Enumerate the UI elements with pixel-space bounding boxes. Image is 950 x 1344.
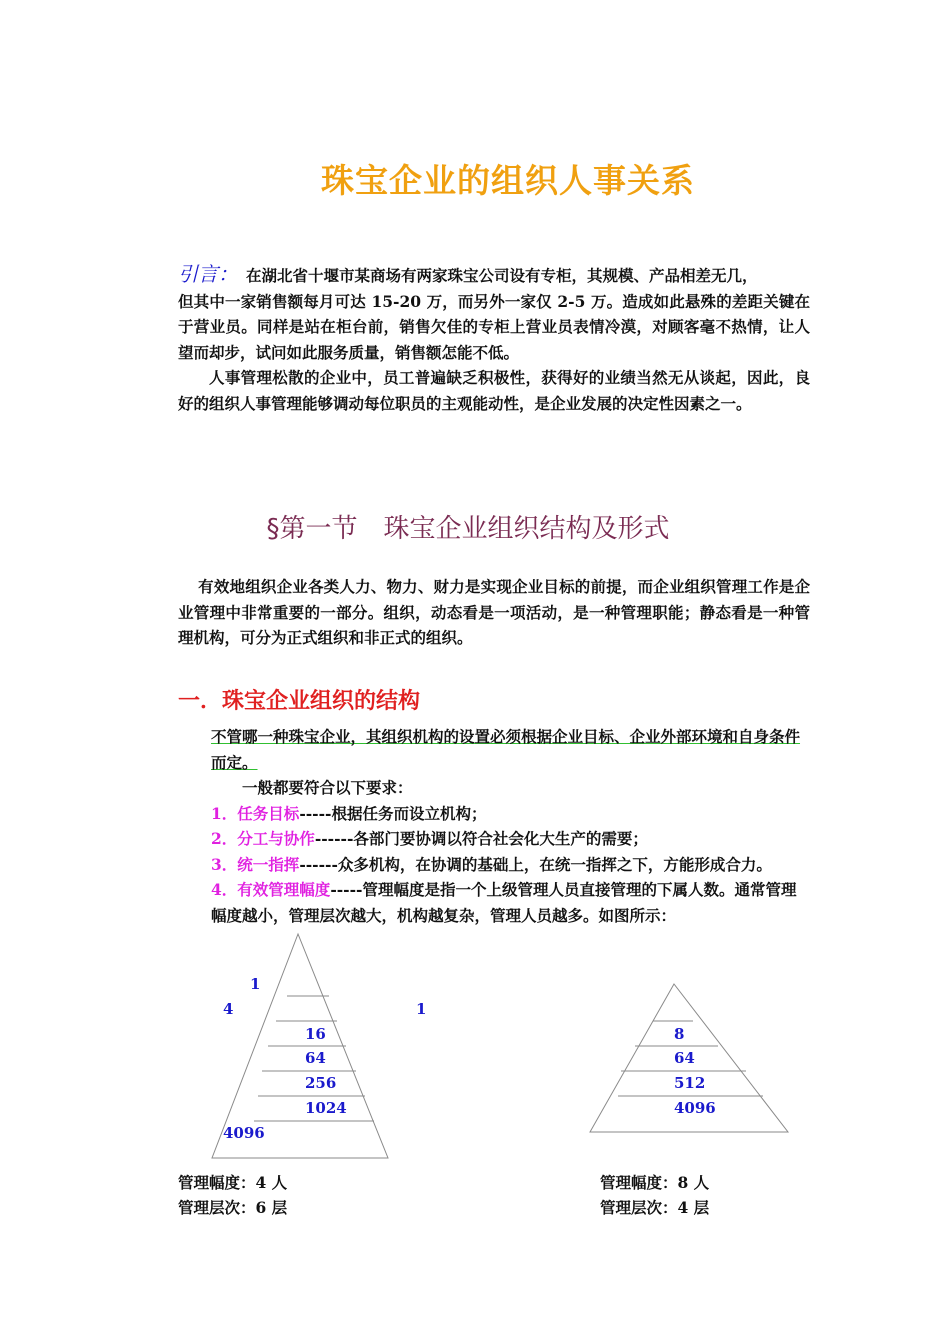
page-title: 珠宝企业的组织人事关系 [321,161,695,200]
requirement-item-2: 2．分工与协作------各部门要协调以符合社会化大生产的需要； [211,829,648,848]
pyramid-right-label: 64 [674,1049,695,1067]
requirements-general: 一般都要符合以下要求： [242,778,413,797]
section-heading: §第一节 珠宝企业组织结构及形式 [266,514,670,544]
caption-right-span: 管理幅度：8 人 [600,1173,710,1192]
pyramid-left-label: 1024 [305,1099,347,1117]
pyramid-left-label: 256 [305,1074,337,1092]
caption-left-span: 管理幅度：4 人 [178,1173,288,1192]
pyramid-right-label: 4096 [674,1099,716,1117]
intro-p2: 人事管理松散的企业中，员工普遍缺乏积极性，获得好的业绩当然无从谈起，因此，良好的组织人事管理能够调动每位职员的主观能动性，是企业发展的决定性因素之一。 [178,368,810,413]
caption-left-levels: 管理层次：6 层 [178,1198,288,1217]
requirement-item-3: 3．统一指挥------众多机构，在协调的基础上，在统一指挥之下，方能形成合力。 [211,854,772,874]
subsection-heading: 一．珠宝企业组织的结构 [178,689,421,714]
section-paragraph: 有效地组织企业各类人力、物力、财力是实现企业目标的前提，而企业组织管理工作是企业管理中非常重要的一部分。组织，动态看是一项活动，是一种管理职能；静态看是一种管理机构，可分为正式组织和非正式的组织。 [178,577,810,647]
pyramid-left-label: 64 [305,1049,326,1067]
caption-right-levels: 管理层次：4 层 [600,1198,710,1217]
intro-p1-rest: 但其中一家销售额每月可达 15-20 万，而另外一家仅 2-5 万。造成如此悬殊的差距关键在于营业员。同样是站在柜台前，销售欠佳的专柜上营业员表情冷漠，对顾客毫不热情，让人望而却步，试问如此服务质量，销售额怎能不低。 [178,291,810,362]
requirement-item-4: 4．有效管理幅度-----管理幅度是指一个上级管理人员直接管理的下属人数。通常管理幅度越小，管理层次越大，机构越复杂，管理人员越多。如图所示： [211,880,797,925]
intro-lead: 引言： [178,262,238,286]
pyramid-left-label: 4 [223,1000,234,1018]
requirements-lead: 不管哪一种珠宝企业，其组织机构的设置必须根据企业目标、企业外部环境和自身条件而定。 [211,727,801,772]
requirement-item-1: 1．任务目标-----根据任务而设立机构； [211,803,487,823]
pyramid-right-label: 512 [674,1074,706,1092]
intro-p1-first: 在湖北省十堰市某商场有两家珠宝公司设有专柜，其规模、产品相差无几， [246,266,758,285]
pyramid-side-label: 1 [416,1000,427,1018]
pyramid-left-label: 1 [250,975,261,993]
pyramid-left-label: 4096 [223,1124,265,1142]
pyramid-right-label: 8 [674,1025,685,1043]
pyramid-left-label: 16 [305,1025,326,1043]
